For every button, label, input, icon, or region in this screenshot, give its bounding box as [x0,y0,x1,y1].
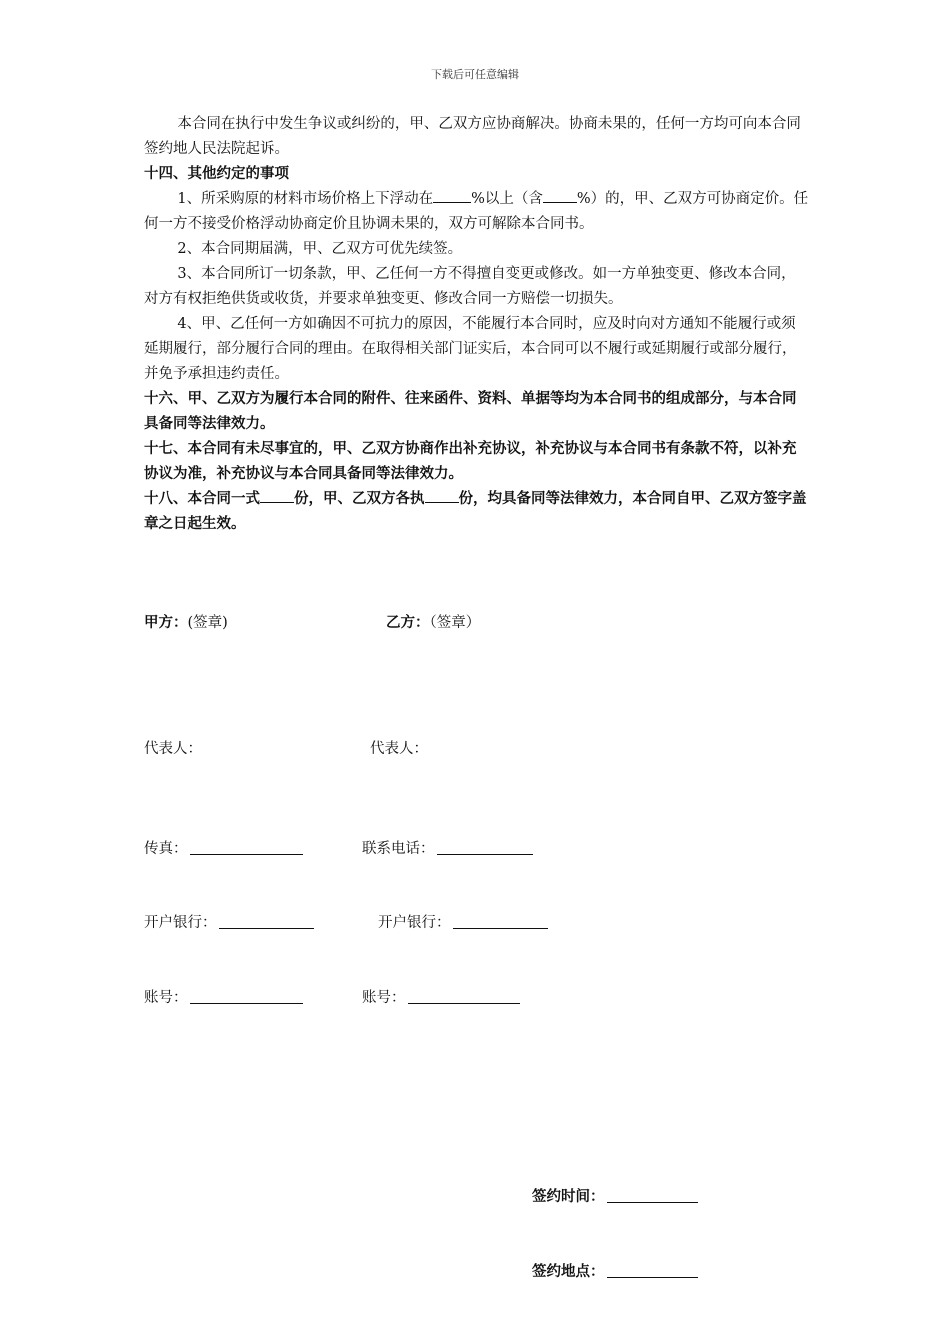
phone-field [362,837,533,858]
bank-b-field [378,911,548,932]
fax-input-line[interactable] [190,840,303,855]
section-18-paragraph [144,487,809,537]
bank-a-field [144,911,314,932]
party-b-label: 乙方： [386,615,430,631]
party-b-signature [386,611,480,632]
account-a-input-line[interactable] [190,989,303,1004]
bank-b-input-line[interactable] [453,914,548,929]
item-4-paragraph: 4、甲、乙任何一方如确因不可抗力的原因，不能履行本合同时，应及时向对方通知不能履行或须延期履行，部分履行合同的理由。在取得相关部门证实后，本合同可以不履行或延期履行或部分履行，并免予承担违约责任。 [144,316,797,382]
account-a-field [144,986,303,1007]
section-17-paragraph: 十七、本合同有未尽事宜的，甲、乙双方协商作出补充协议，补充协议与本合同书有条款不符，以补充协议为准，补充协议与本合同具备同等法律效力。 [144,441,797,482]
sign-place-input-line[interactable] [607,1263,698,1278]
account-b-label: 账号： [362,990,406,1006]
section-16-paragraph: 十六、甲、乙双方为履行本合同的附件、往来函件、资料、单据等均为本合同书的组成部分，与本合同具备同等法律效力。 [144,391,797,432]
section-18-text-b: 份，甲、乙双方各执 [294,491,425,507]
section-18-text-c: 份，均具备同等法律效力，本合同自甲、乙双方签字盖章之日起生效。 [144,491,807,532]
sign-time-label: 签约时间： [532,1189,605,1205]
fax-field [144,837,303,858]
rep-a-field: 代表人： [144,741,202,757]
party-a-seal: (签章) [187,615,228,631]
sign-time-input-line[interactable] [607,1188,698,1203]
account-a-label: 账号： [144,990,188,1006]
item-3-paragraph: 3、本合同所订一切条款，甲、乙任何一方不得擅自变更或修改。如一方单独变更、修改本合同，对方有权拒绝供货或收货，并要求单独变更、修改合同一方赔偿一切损失。 [144,266,796,307]
item-1-paragraph [144,187,809,237]
bank-b-label: 开户银行： [378,915,451,931]
item-1-text-b: %以上（含 [471,191,543,207]
item-1-text-c: %）的，甲、乙双方可协商定价。任何一方不接受价格浮动协商定价且协调未果的，双方可解除本合同书。 [144,191,809,232]
phone-input-line[interactable] [437,840,533,855]
copies-each-blank[interactable] [425,488,459,503]
item-1-text-a: 1、所采购原的材料市场价格上下浮动在 [177,191,434,207]
phone-label: 联系电话： [362,841,435,857]
party-a-label: 甲方： [144,615,188,631]
account-b-field [362,986,520,1007]
dispute-paragraph: 本合同在执行中发生争议或纠纷的，甲、乙双方应协商解决。协商未果的，任何一方均可向本合同签约地人民法院起诉。 [144,116,801,157]
contract-body [144,112,809,537]
sign-place-label: 签约地点： [532,1264,605,1280]
item-2-paragraph: 2、本合同期届满，甲、乙双方可优先续签。 [177,241,463,257]
rep-b-field: 代表人： [370,741,428,757]
party-b-seal: （签章） [429,615,481,631]
percent-blank-2[interactable] [543,188,577,203]
copies-blank[interactable] [260,488,294,503]
bank-a-input-line[interactable] [219,914,314,929]
percent-blank-1[interactable] [433,188,471,203]
account-b-input-line[interactable] [408,989,520,1004]
bank-a-label: 开户银行： [144,915,217,931]
section-18-text-a: 十八、本合同一式 [144,491,260,507]
party-a-signature [144,611,228,632]
section-14-title: 十四、其他约定的事项 [144,166,289,182]
page-header: 下载后可任意编辑 [431,68,519,81]
sign-time-field [532,1185,698,1206]
sign-place-field [532,1260,698,1281]
fax-label: 传真： [144,841,188,857]
